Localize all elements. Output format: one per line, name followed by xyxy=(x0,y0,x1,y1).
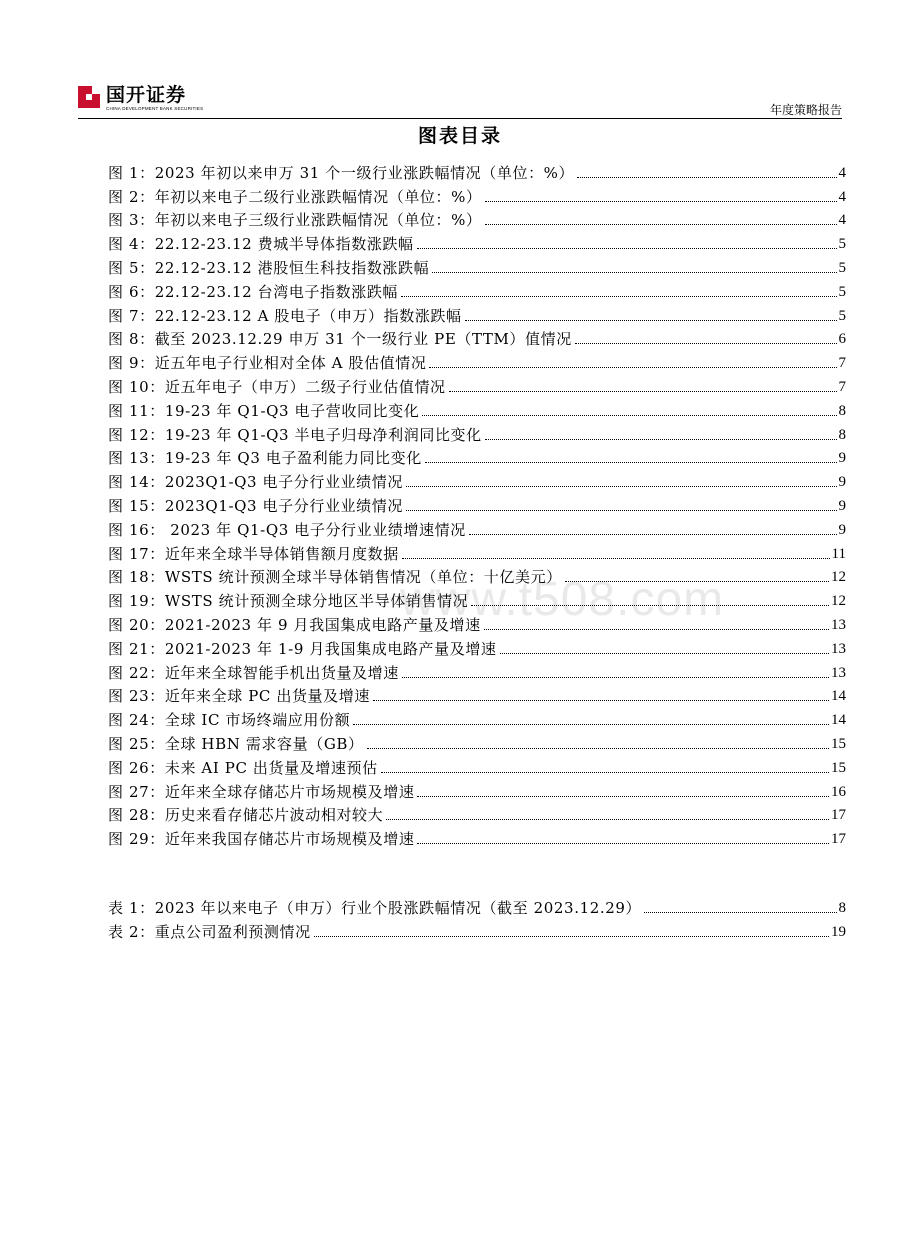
dot-leader xyxy=(469,534,837,535)
dot-leader xyxy=(353,724,829,725)
figure-entry-label: 图 4：22.12-23.12 费城半导体指数涨跌幅 xyxy=(108,235,414,254)
figure-entry-page-number: 5 xyxy=(838,283,846,300)
figure-entry[interactable] xyxy=(108,325,846,349)
figure-entry[interactable] xyxy=(108,182,846,206)
figure-entry-label: 图 29：近年来我国存储芯片市场规模及增速 xyxy=(108,830,415,849)
figure-entry[interactable] xyxy=(108,610,846,634)
figure-entry-label: 图 13：19-23 年 Q3 电子盈利能力同比变化 xyxy=(108,449,422,468)
figure-entry[interactable] xyxy=(108,467,846,491)
table-entry[interactable] xyxy=(108,917,846,941)
dot-leader xyxy=(465,320,837,321)
figure-entry[interactable] xyxy=(108,372,846,396)
dot-leader xyxy=(484,629,829,630)
figure-entry-label: 图 25：全球 HBN 需求容量（GB） xyxy=(108,734,364,753)
figure-entry-page-number: 8 xyxy=(838,426,846,443)
figure-entry-page-number: 7 xyxy=(838,355,846,372)
figure-entry[interactable] xyxy=(108,348,846,372)
figure-entry-label: 图 15：2023Q1-Q3 电子分行业业绩情况 xyxy=(108,496,403,515)
figure-entry-label: 图 5：22.12-23.12 港股恒生科技指数涨跌幅 xyxy=(108,258,430,277)
figure-entry-page-number: 16 xyxy=(831,783,846,800)
table-entry-label: 表 2：重点公司盈利预测情况 xyxy=(108,922,311,941)
figure-entry-label: 图 23：近年来全球 PC 出货量及增速 xyxy=(108,687,370,706)
figure-entry-page-number: 9 xyxy=(838,521,846,538)
figure-entry-label: 图 6：22.12-23.12 台湾电子指数涨跌幅 xyxy=(108,282,399,301)
figure-entry-label: 图 16： 2023 年 Q1-Q3 电子分行业业绩增速情况 xyxy=(108,520,466,539)
dot-leader xyxy=(402,677,829,678)
dot-leader xyxy=(577,177,836,178)
dot-leader xyxy=(565,581,829,582)
dot-leader xyxy=(401,296,836,297)
figure-entry[interactable] xyxy=(108,491,846,515)
figure-entry-page-number: 11 xyxy=(831,545,846,562)
figure-entry[interactable] xyxy=(108,229,846,253)
figure-list xyxy=(108,158,846,848)
figure-entry-label: 图 1：2023 年初以来申万 31 个一级行业涨跌幅情况（单位：%） xyxy=(108,163,575,182)
dot-leader xyxy=(402,558,830,559)
figure-entry-label: 图 9：近五年电子行业相对全体 A 股估值情况 xyxy=(108,354,427,373)
figure-entry-page-number: 13 xyxy=(831,640,846,657)
toc-title: 图表目录 xyxy=(417,125,502,147)
figure-entry[interactable] xyxy=(108,753,846,777)
figure-entry-label: 图 7：22.12-23.12 A 股电子（申万）指数涨跌幅 xyxy=(108,306,462,325)
dot-leader xyxy=(381,772,829,773)
figure-entry[interactable] xyxy=(108,682,846,706)
figure-entry-label: 图 17：近年来全球半导体销售额月度数据 xyxy=(108,544,399,563)
figure-entry[interactable] xyxy=(108,277,846,301)
figure-entry-label: 图 21：2021-2023 年 1-9 月我国集成电路产量及增速 xyxy=(108,639,497,658)
figure-entry-page-number: 7 xyxy=(838,378,846,395)
dot-leader xyxy=(417,248,837,249)
figure-entry-page-number: 9 xyxy=(838,450,846,467)
figure-entry[interactable] xyxy=(108,729,846,753)
figure-entry-label: 图 27：近年来全球存储芯片市场规模及增速 xyxy=(108,782,415,801)
figure-entry-label: 图 10：近五年电子（申万）二级子行业估值情况 xyxy=(108,377,446,396)
dot-leader xyxy=(417,843,829,844)
dot-leader xyxy=(417,796,829,797)
figure-entry-page-number: 13 xyxy=(831,664,846,681)
figure-entry[interactable] xyxy=(108,539,846,563)
table-entry-label: 表 1：2023 年以来电子（申万）行业个股涨跌幅情况（截至 2023.12.29） xyxy=(108,898,642,917)
dot-leader xyxy=(485,224,837,225)
dot-leader xyxy=(485,439,837,440)
report-type: 年度策略报告 xyxy=(769,103,842,117)
figure-entry[interactable] xyxy=(108,301,846,325)
figure-entry-page-number: 17 xyxy=(831,831,846,848)
figure-entry[interactable] xyxy=(108,586,846,610)
figure-entry-label: 图 20：2021-2023 年 9 月我国集成电路产量及增速 xyxy=(108,615,481,634)
figure-entry-page-number: 5 xyxy=(838,259,846,276)
company-name-en: CHINA DEVELOPMENT BANK SECURITIES xyxy=(106,106,204,111)
company-logo-icon xyxy=(78,86,100,108)
figure-entry[interactable] xyxy=(108,396,846,420)
dot-leader xyxy=(575,343,837,344)
figure-entry[interactable] xyxy=(108,444,846,468)
figure-entry-page-number: 14 xyxy=(831,712,846,729)
table-entry-page-number: 19 xyxy=(831,923,846,940)
figure-entry[interactable] xyxy=(108,158,846,182)
dot-leader xyxy=(367,748,829,749)
figure-entry-label: 图 11：19-23 年 Q1-Q3 电子营收同比变化 xyxy=(108,401,420,420)
figure-entry-label: 图 19：WSTS 统计预测全球分地区半导体销售情况 xyxy=(108,592,469,611)
header-rule xyxy=(78,118,842,119)
figure-entry[interactable] xyxy=(108,253,846,277)
figure-entry[interactable] xyxy=(108,420,846,444)
figure-entry-label: 图 3：年初以来电子三级行业涨跌幅情况（单位：%） xyxy=(108,211,482,230)
figure-entry[interactable] xyxy=(108,801,846,825)
figure-entry-page-number: 4 xyxy=(838,212,846,229)
figure-entry-page-number: 12 xyxy=(831,569,846,586)
table-list xyxy=(108,893,846,941)
dot-leader xyxy=(373,700,829,701)
table-entry[interactable] xyxy=(108,893,846,917)
figure-entry-page-number: 9 xyxy=(838,497,846,514)
figure-entry-page-number: 9 xyxy=(838,474,846,491)
figure-entry-page-number: 12 xyxy=(831,593,846,610)
dot-leader xyxy=(471,605,829,606)
watermark: www.t508.com xyxy=(400,573,725,626)
figure-entry-page-number: 15 xyxy=(831,735,846,752)
figure-entry[interactable] xyxy=(108,563,846,587)
dot-leader xyxy=(485,201,837,202)
figure-entry-page-number: 15 xyxy=(831,759,846,776)
dot-leader xyxy=(432,272,836,273)
figure-entry-page-number: 14 xyxy=(831,688,846,705)
figure-entry-page-number: 5 xyxy=(838,307,846,324)
dot-leader xyxy=(314,936,829,937)
figure-entry-label: 图 8：截至 2023.12.29 申万 31 个一级行业 PE（TTM）值情况 xyxy=(108,330,572,349)
dot-leader xyxy=(429,367,836,368)
figure-entry-page-number: 17 xyxy=(831,807,846,824)
figure-entry[interactable] xyxy=(108,824,846,848)
figure-entry-label: 图 28：历史来看存储芯片波动相对较大 xyxy=(108,806,384,825)
figure-entry[interactable] xyxy=(108,705,846,729)
figure-entry-label: 图 22：近年来全球智能手机出货量及增速 xyxy=(108,663,399,682)
figure-entry[interactable] xyxy=(108,515,846,539)
figure-entry-page-number: 5 xyxy=(838,236,846,253)
company-logo xyxy=(78,84,204,114)
figure-entry[interactable] xyxy=(108,658,846,682)
figure-entry-label: 图 26：未来 AI PC 出货量及增速预估 xyxy=(108,758,378,777)
figure-entry-label: 图 2：年初以来电子二级行业涨跌幅情况（单位：%） xyxy=(108,187,482,206)
dot-leader xyxy=(422,415,836,416)
figure-entry-page-number: 13 xyxy=(831,616,846,633)
dot-leader xyxy=(406,486,837,487)
dot-leader xyxy=(500,653,829,654)
figure-entry-page-number: 4 xyxy=(838,164,846,181)
dot-leader xyxy=(449,391,837,392)
figure-entry-page-number: 8 xyxy=(838,402,846,419)
figure-entry-label: 图 18：WSTS 统计预测全球半导体销售情况（单位：十亿美元） xyxy=(108,568,562,587)
figure-entry-label: 图 14：2023Q1-Q3 电子分行业业绩情况 xyxy=(108,473,403,492)
figure-entry-page-number: 6 xyxy=(838,331,846,348)
figure-entry[interactable] xyxy=(108,634,846,658)
dot-leader xyxy=(644,912,836,913)
table-entry-page-number: 8 xyxy=(838,899,846,916)
dot-leader xyxy=(406,510,837,511)
company-name: 国开证券 xyxy=(106,84,187,106)
figure-entry-label: 图 12：19-23 年 Q1-Q3 半电子归母净利润同比变化 xyxy=(108,425,482,444)
page-header xyxy=(0,0,920,122)
dot-leader xyxy=(386,819,829,820)
figure-entry[interactable] xyxy=(108,206,846,230)
dot-leader xyxy=(425,462,837,463)
figure-entry[interactable] xyxy=(108,777,846,801)
figure-entry-label: 图 24：全球 IC 市场终端应用份额 xyxy=(108,711,351,730)
figure-entry-page-number: 4 xyxy=(838,188,846,205)
